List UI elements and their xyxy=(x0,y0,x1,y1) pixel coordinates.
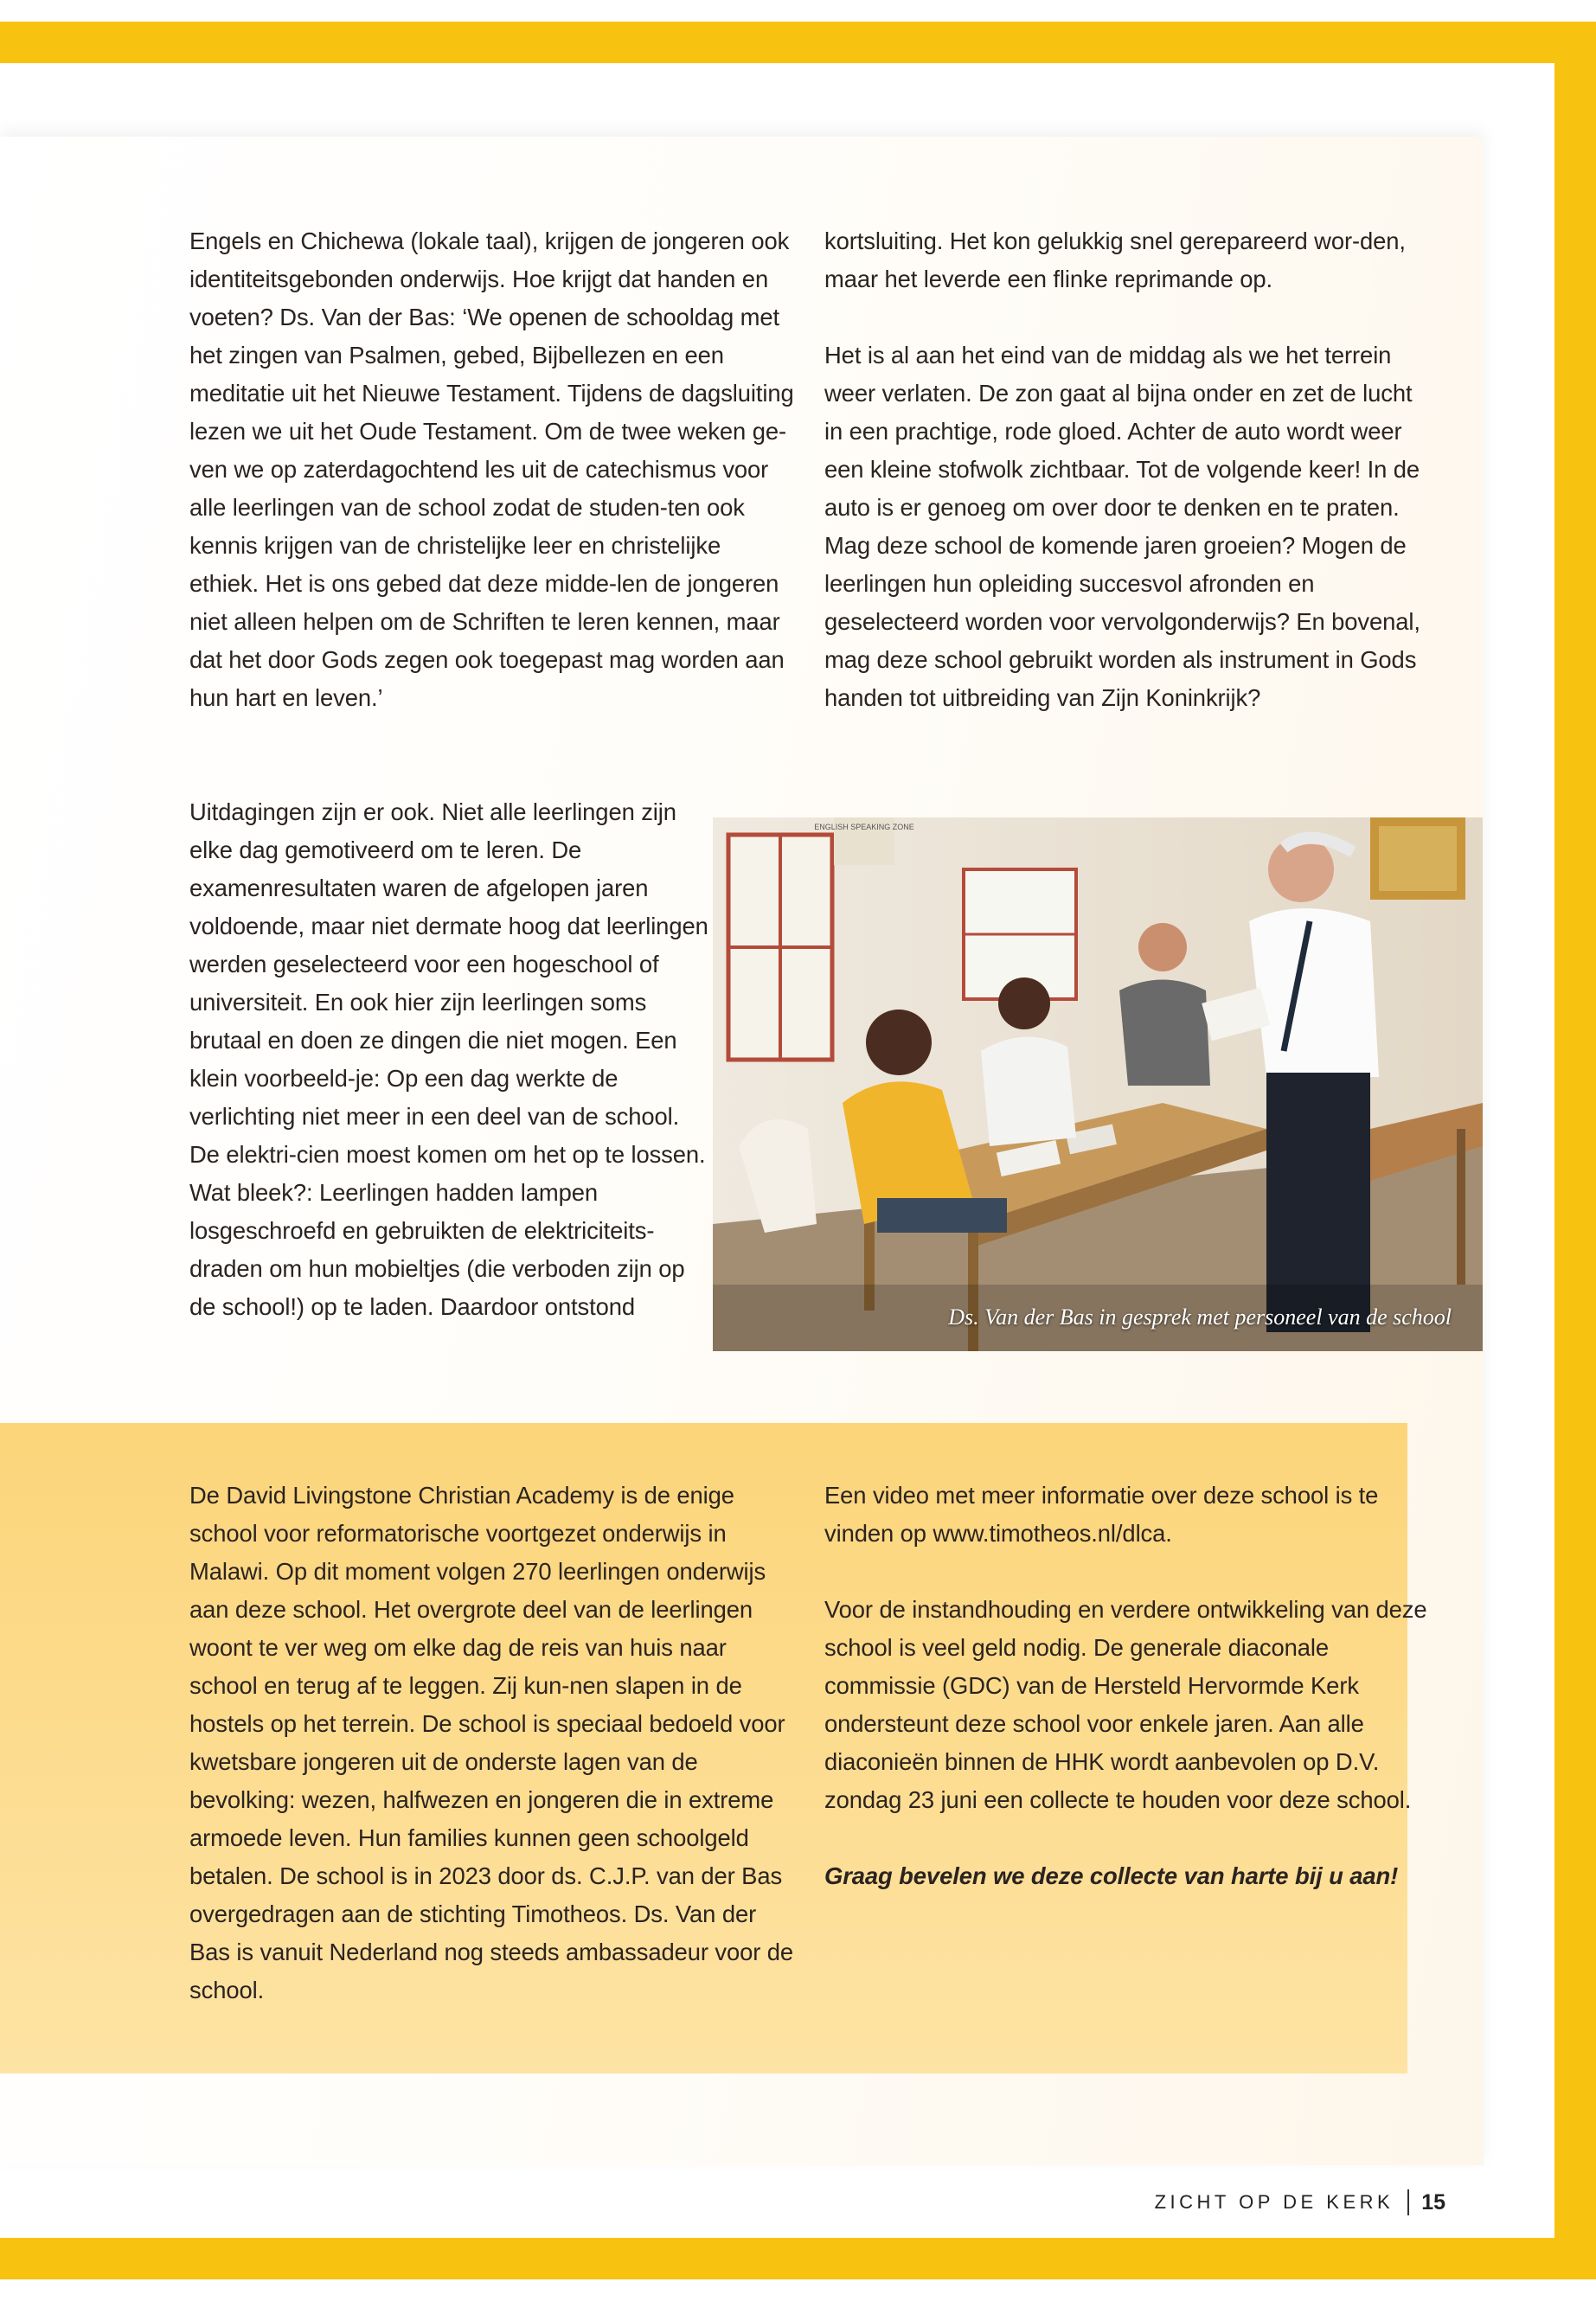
wall-sign-text: ENGLISH SPEAKING ZONE xyxy=(814,823,914,831)
paragraph: Een video met meer informatie over deze school is te vinden op www.timotheos.nl/dlca. xyxy=(824,1482,1379,1547)
footer-divider xyxy=(1407,2189,1409,2215)
paragraph: kortsluiting. Het kon gelukkig snel gerepareerd wor-den, maar het leverde een flinke reprimande op. xyxy=(824,228,1406,292)
page-number: 15 xyxy=(1421,2189,1445,2214)
photo-caption: Ds. Van der Bas in gesprek met personeel van de school xyxy=(948,1304,1452,1330)
paragraph: Voor de instandhouding en verdere ontwikkeling van deze school is veel geld nodig. De generale diaconale commissie (GDC) van de Hersteld Hervormde Kerk ondersteunt deze school voor enkele jaren. Aan alle diaconieën binnen de HHK wordt aanbevolen op D.V. zondag 23 juni een collecte te houden voor deze school. xyxy=(824,1596,1427,1813)
article-column-1 xyxy=(189,222,795,717)
page-footer xyxy=(1155,2186,1445,2219)
article-column-2 xyxy=(824,222,1430,717)
paragraph: Het is al aan het eind van de middag als we het terrein weer verlaten. De zon gaat al bijna onder en zet de lucht in een prachtige, rode gloed. Achter de auto wordt weer een kleine stofwolk zichtbaar. Tot de volgende keer! In de auto is er genoeg om over door te denken en te praten. Mag deze school de komende jaren groeien? Mogen de leerlingen hun opleiding succesvol afronden en geselecteerd worden voor vervolgonderwijs? En bovenal, mag deze school gebruikt worden als instrument in Gods handen tot uitbreiding van Zijn Koninkrijk? xyxy=(824,342,1420,711)
frame-border-bottom xyxy=(0,2238,1596,2279)
closing-appeal: Graag bevelen we deze collecte van harte bij u aan! xyxy=(824,1862,1399,1889)
frame-border-right xyxy=(1554,22,1596,2279)
paragraph: De David Livingstone Christian Academy is de enige school voor reformatorische voortgezet onderwijs in Malawi. Op dit moment volgen 270 leerlingen onderwijs aan deze school. Het overgrote deel van de leerlingen woont te ver weg om elke dag de reis van huis naar school en terug af te leggen. Zij kun-nen slapen in de hostels op het terrein. De school is speciaal bedoeld voor kwetsbare jongeren uit de onderste lagen van de bevolking: wezen, halfwezen en jongeren die in extreme armoede leven. Hun families kunnen geen schoolgeld betalen. De school is in 2023 door ds. C.J.P. van der Bas overgedragen aan de stichting Timotheos. Ds. Van der Bas is vanuit Nederland nog steeds ambassadeur voor de school. xyxy=(189,1482,794,2003)
classroom-photo-illustration xyxy=(713,817,1483,1351)
magazine-name: ZICHT OP DE KERK xyxy=(1154,2191,1394,2213)
article-column-3 xyxy=(189,793,708,1326)
article-photo xyxy=(713,817,1483,1351)
paragraph: Uitdagingen zijn er ook. Niet alle leerlingen zijn elke dag gemotiveerd om te leren. De examenresultaten waren de afgelopen jaren voldoende, maar niet dermate hoog dat leerlingen werden geselecteerd voor een hogeschool of universiteit. En ook hier zijn leerlingen soms brutaal en doen ze dingen die niet mogen. Een klein voorbeeld-je: Op een dag werkte de verlichting niet meer in een deel van de school. De elektri-cien moest komen om het op te lossen. Wat bleek?: Leerlingen hadden lampen losgeschroefd en gebruikten de elektriciteits-draden om hun mobieltjes (die verboden zijn op de school!) op te laden. Daardoor ontstond xyxy=(189,798,708,1320)
frame-border-top xyxy=(0,22,1596,63)
box-column-left xyxy=(189,1477,795,2009)
paragraph: Engels en Chichewa (lokale taal), krijgen de jongeren ook identiteitsgebonden onderwijs. Hoe krijgt dat handen en voeten? Ds. Van der Bas: ‘We openen de schooldag met het zingen van Psalmen, gebed, Bijbellezen en een meditatie uit het Nieuwe Testament. Tijdens de dagsluiting lezen we uit het Oude Testament. Om de twee weken ge-ven we op zaterdagochtend les uit de catechismus voor alle leerlingen van de school zodat de studen-ten ook kennis krijgen van de christelijke leer en christelijke ethiek. Het is ons gebed dat deze midde-len de jongeren niet alleen helpen om de Schriften te leren kennen, maar dat het door Gods zegen ook toegepast mag worden aan hun hart en leven.’ xyxy=(189,228,794,711)
box-column-right xyxy=(824,1477,1430,1895)
